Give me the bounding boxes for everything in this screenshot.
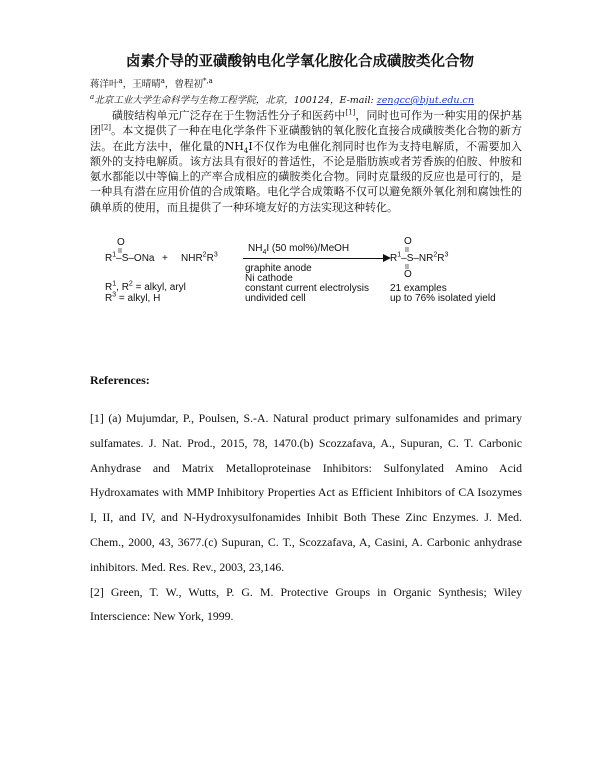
author-affiliation-mark: a bbox=[160, 76, 165, 85]
reference-list bbox=[90, 406, 522, 629]
reactant1-double-bond: II bbox=[118, 248, 122, 255]
product-double-bond-bottom: II bbox=[405, 264, 409, 271]
reactant2-amine: $NHR^2R^3$ bbox=[181, 251, 218, 264]
substituent-definition-r3: $R^3$ = alkyl, H bbox=[105, 291, 161, 304]
reaction-scheme bbox=[90, 232, 520, 312]
product-oxygen-top: O bbox=[404, 236, 412, 247]
citation-1[interactable]: [1] bbox=[345, 108, 356, 117]
condition-cathode: Ni cathode bbox=[245, 273, 293, 284]
reference-item: [1] (a) Mujumdar, P., Poulsen, S.-A. Natural product primary sulfonamides and primary sulfamates. J. Nat. Prod., 2015, 78, 1470.(b) Scozzafava, A., Supuran, C. T. Carbonic Anhydrase and Matrix Metalloproteinase Inhibitors: Sulfonylated Amino Acid Hydroxamates with MMP Inhibitory Properties Act as Efficient Inhibitors of CA Isozymes I, II, and IV, and N-Hydroxysulfonamides Inhibit Both These Zinc Enzymes. J. Med. Chem., 2000, 43, 3677.(c) Supuran, C. T., Scozzafava, A, Casini, A. Carbonic anhydrase inhibitors. Med. Res. Rev., 2003, 23,146. bbox=[90, 411, 522, 574]
author-list: 蒋洋叶$^a$，王晴晴$^a$，曾程初$^{*,a}$ bbox=[90, 76, 213, 90]
reagent-label: $NH_4I$ (50 mol%)/MeOH bbox=[248, 243, 350, 256]
abstract-paragraph bbox=[90, 108, 522, 215]
reactant1-oxygen: O bbox=[117, 237, 125, 248]
reaction-arrow bbox=[243, 258, 385, 259]
affiliation-mark: a bbox=[90, 92, 95, 101]
affiliation bbox=[90, 92, 474, 106]
product-double-bond-top: II bbox=[405, 247, 409, 254]
author-name: 曾程初 bbox=[174, 79, 203, 90]
author-affiliation-mark: a bbox=[118, 76, 123, 85]
abstract-text: 磺胺结构单元广泛存在于生物活性分子和医药中 bbox=[112, 109, 346, 122]
condition-electrolysis: constant current electrolysis bbox=[245, 283, 369, 294]
email-link[interactable]: zengcc@bjut.edu.cn bbox=[376, 95, 474, 106]
subscript: 4 bbox=[243, 146, 249, 155]
reference-item: [2] Green, T. W., Wutts, P. G. M. Protective Groups in Organic Synthesis; Wiley Interscience: New York, 1999. bbox=[90, 584, 522, 624]
plus-sign: + bbox=[162, 253, 168, 264]
author-affiliation-mark: *,a bbox=[202, 76, 213, 85]
abstract-text: I不仅作为电催化剂同时也作为支持电解质，不需要加入额外的支持电解质。该方法具有很好的普适性，不论是脂肪族或者芳香族的伯胺、仲胺和氨水都能以中等偏上的产率合成相应的磺胺类化合物。同时克量级的反应也是可行的，是一种具有潜在应用价值的合成策略。电化学合成策略不仅可以避免额外氧化剂和腐蚀性的碘单质的使用，而且提供了一种环境友好的方法实现这种转化。 bbox=[90, 139, 522, 214]
paper-title: 卤素介导的亚磺酸钠电化学氧化胺化合成磺胺类化合物 bbox=[126, 54, 474, 70]
substituent-definition-r1-r2: $R^1$, $R^2$ = alkyl, aryl bbox=[105, 280, 186, 293]
abstract-text: 。本文提供了一种在电化学条件下亚磺酸钠的氧化胺化直接合成磺胺类化合物的新方法。在此方法中，催化量的NH bbox=[90, 124, 522, 153]
product-formula: $R^1-S-NR^2R^3$ bbox=[390, 251, 449, 264]
condition-cell: undivided cell bbox=[245, 293, 306, 304]
affiliation-text: 北京工业大学生命科学与生物工程学院，北京，100124，E-mail: bbox=[94, 95, 377, 106]
condition-anode: graphite anode bbox=[245, 263, 312, 274]
examples-count: 21 examples bbox=[390, 283, 447, 294]
yield-note: up to 76% isolated yield bbox=[390, 293, 496, 304]
references-heading: References: bbox=[90, 373, 150, 387]
product-oxygen-bottom: O bbox=[404, 269, 412, 280]
reactant1-formula: $R^1-S$–ONa bbox=[105, 251, 155, 264]
author-name: 蒋洋叶 bbox=[90, 79, 119, 90]
author-name: 王晴晴 bbox=[132, 79, 161, 90]
citation-2[interactable]: [2] bbox=[101, 123, 112, 132]
abstract-text: ，同时也可作为一种实用的保护基团 bbox=[90, 109, 523, 138]
